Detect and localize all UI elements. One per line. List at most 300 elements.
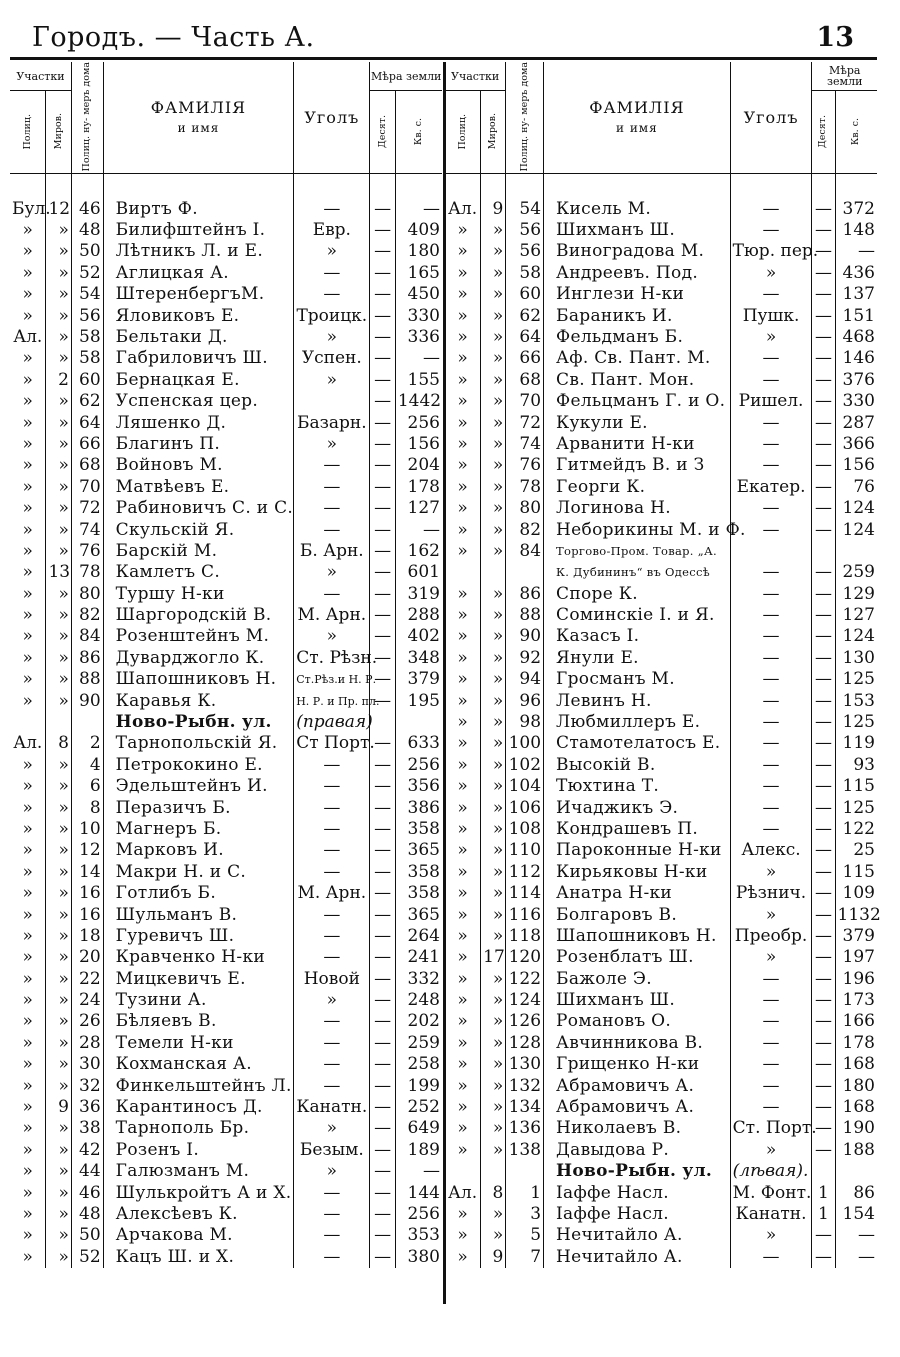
cell-d: —	[812, 1033, 835, 1054]
cell-m: »	[481, 840, 506, 861]
cell-kv	[835, 1161, 877, 1182]
cell-name: Петрококино Е.	[103, 755, 294, 776]
cell-ugol: —	[730, 819, 812, 840]
cell-p: »	[10, 819, 46, 840]
cell-kv: 450	[407, 284, 440, 305]
cell-d: —	[370, 690, 395, 711]
cell-ugol: —	[730, 519, 812, 540]
cell-n: 126	[506, 1011, 544, 1032]
table-row	[10, 969, 442, 990]
cell-d: —	[812, 562, 835, 583]
table-row	[445, 1140, 877, 1161]
cell-ugol: »	[730, 947, 812, 968]
cell-n: 54	[71, 284, 103, 305]
cell-ugol: Успен.	[294, 348, 370, 369]
table-row	[10, 519, 442, 540]
cell-d: —	[370, 1140, 395, 1161]
cell-m: 8	[481, 1182, 506, 1203]
table-row	[445, 541, 877, 562]
register-table-right	[445, 62, 881, 1268]
cell-name: Кукули Е.	[544, 412, 731, 433]
table-row	[10, 605, 442, 626]
cell-ugol: Базарн.	[294, 412, 370, 433]
cell-name: Стамотелатосъ Е.	[544, 733, 731, 754]
cell-m: »	[481, 1075, 506, 1096]
cell-kv: 204	[407, 455, 440, 476]
cell-ugol: —	[730, 1033, 812, 1054]
cell-d: —	[370, 541, 395, 562]
cell-n: 136	[506, 1118, 544, 1139]
cell-m: »	[46, 883, 71, 904]
cell-kv: 122	[842, 818, 875, 839]
cell-name: Матвѣевъ Е.	[103, 477, 294, 498]
cell-ugol: —	[730, 969, 812, 990]
cell-ugol: —	[294, 498, 370, 519]
cell-ugol: »	[294, 370, 370, 391]
cell-n: 88	[506, 605, 544, 626]
table-row	[445, 776, 877, 797]
cell-kv: 358	[407, 818, 440, 839]
cell-d: —	[370, 1118, 395, 1139]
cell-d: —	[370, 412, 395, 433]
table-row	[445, 947, 877, 968]
cell-m: »	[481, 755, 506, 776]
cell-ugol: М. Арн.	[294, 605, 370, 626]
cell-kv: —	[858, 241, 875, 262]
column-divider	[443, 62, 446, 1304]
cell-n: 16	[71, 904, 103, 925]
cell-p: »	[445, 1225, 481, 1246]
cell-m: »	[46, 904, 71, 925]
register-table-left	[10, 62, 442, 1268]
cell-n: 70	[71, 477, 103, 498]
cell-d	[812, 1161, 835, 1182]
cell-p: »	[10, 1075, 46, 1096]
cell-kv: 127	[842, 605, 875, 626]
table-row	[445, 1225, 877, 1246]
cell-kv: —	[423, 198, 440, 219]
cell-d: —	[812, 862, 835, 883]
table-row	[445, 305, 877, 326]
cell-p: »	[10, 541, 46, 562]
cell-d: —	[812, 904, 835, 925]
table-row	[445, 263, 877, 284]
cell-kv: 125	[842, 797, 875, 818]
cell-p: »	[10, 391, 46, 412]
cell-m: »	[481, 690, 506, 711]
cell-n: 3	[506, 1204, 544, 1225]
header-rule	[10, 57, 877, 60]
cell-ugol: »	[730, 904, 812, 925]
cell-n: 12	[71, 840, 103, 861]
cell-n: 5	[506, 1225, 544, 1246]
cell-n: 70	[506, 391, 544, 412]
cell-d: —	[812, 198, 835, 219]
cell-ugol: М. Арн.	[294, 883, 370, 904]
cell-ugol: Новой	[294, 969, 370, 990]
cell-name: Кравченко Н-ки	[103, 947, 294, 968]
cell-m: 9	[46, 1097, 71, 1118]
cell-d: —	[370, 1033, 395, 1054]
cell-d	[812, 541, 835, 562]
cell-kv: 190	[842, 1118, 875, 1139]
cell-n: 112	[506, 862, 544, 883]
cell-n: 52	[71, 263, 103, 284]
cell-m: »	[46, 1033, 71, 1054]
cell-ugol: —	[730, 455, 812, 476]
cell-name: Тарнопольскій Я.	[103, 733, 294, 754]
cell-ugol: —	[730, 220, 812, 241]
cell-p: »	[445, 412, 481, 433]
cell-p: »	[10, 969, 46, 990]
cell-p: »	[10, 562, 46, 583]
cell-m: »	[481, 926, 506, 947]
cell-n: 46	[71, 1182, 103, 1203]
cell-p: »	[445, 776, 481, 797]
cell-ugol: —	[730, 1011, 812, 1032]
spacer-row	[445, 174, 877, 199]
cell-p: »	[445, 305, 481, 326]
cell-ugol: Ст.Рѣз.и Н. Р.	[294, 669, 370, 690]
cell-kv: 402	[407, 626, 440, 647]
cell-m: »	[46, 477, 71, 498]
cell-kv: 356	[407, 776, 440, 797]
cell-m: »	[46, 220, 71, 241]
cell-name: Марковъ И.	[103, 840, 294, 861]
cell-m: »	[481, 797, 506, 818]
cell-ugol: —	[294, 263, 370, 284]
cell-m: »	[481, 370, 506, 391]
cell-kv: 124	[842, 498, 875, 519]
cell-ugol: Б. Арн.	[294, 541, 370, 562]
cell-d: —	[370, 284, 395, 305]
cell-kv: 119	[842, 733, 875, 754]
table-row	[445, 1054, 877, 1075]
cell-p: »	[10, 305, 46, 326]
cell-d: —	[812, 1118, 835, 1139]
cell-d: —	[812, 990, 835, 1011]
cell-d: —	[370, 477, 395, 498]
cell-m: »	[46, 284, 71, 305]
cell-d: —	[370, 947, 395, 968]
cell-d: —	[812, 434, 835, 455]
cell-p: »	[445, 1247, 481, 1268]
cell-d: —	[812, 391, 835, 412]
cell-name: Шульманъ В.	[103, 904, 294, 925]
cell-name: Болгаровъ В.	[544, 904, 731, 925]
cell-kv: 330	[842, 391, 875, 412]
cell-n: 80	[71, 583, 103, 604]
col-kv-header: Кв. с.	[835, 91, 877, 174]
cell-ugol: Ст. Рѣзн.	[294, 648, 370, 669]
cell-p: »	[10, 1097, 46, 1118]
cell-n: 84	[71, 626, 103, 647]
cell-d: —	[812, 519, 835, 540]
cell-m: »	[46, 1118, 71, 1139]
cell-m: »	[481, 541, 506, 562]
cell-m: »	[46, 1075, 71, 1096]
cell-p: »	[445, 434, 481, 455]
table-row	[445, 840, 877, 861]
cell-name: Камлетъ С.	[103, 562, 294, 583]
cell-n: 66	[506, 348, 544, 369]
cell-d: —	[370, 626, 395, 647]
cell-kv: 365	[407, 904, 440, 925]
cell-d: —	[370, 1075, 395, 1096]
cell-n: 114	[506, 883, 544, 904]
cell-name: Грищенко Н-ки	[544, 1054, 731, 1075]
cell-ugol: »	[294, 990, 370, 1011]
cell-n: 90	[71, 690, 103, 711]
cell-n: 4	[71, 755, 103, 776]
cell-ugol: Преобр.	[730, 926, 812, 947]
cell-n: 110	[506, 840, 544, 861]
cell-d: —	[370, 840, 395, 861]
cell-name: Аф. Св. Пант. М.	[544, 348, 731, 369]
cell-m: »	[46, 1225, 71, 1246]
table-row	[10, 990, 442, 1011]
cell-m: »	[481, 412, 506, 433]
cell-kv: 1442	[397, 391, 442, 412]
cell-kv: 366	[842, 433, 875, 454]
cell-p: »	[445, 1140, 481, 1161]
cell-m: 8	[46, 733, 71, 754]
table-row	[445, 1075, 877, 1096]
cell-d: —	[812, 840, 835, 861]
cell-n: 68	[71, 455, 103, 476]
table-row	[10, 648, 442, 669]
cell-p: »	[10, 220, 46, 241]
cell-name: Андреевъ. Под.	[544, 263, 731, 284]
cell-m: »	[46, 797, 71, 818]
cell-name: Шихманъ Ш.	[544, 220, 731, 241]
col-nomer-header: Полиц. ну- меръ дома	[71, 62, 103, 174]
cell-m: »	[481, 776, 506, 797]
cell-p: »	[10, 519, 46, 540]
cell-ugol: —	[730, 990, 812, 1011]
cell-d: —	[370, 263, 395, 284]
cell-n: 78	[71, 562, 103, 583]
cell-kv: 165	[407, 262, 440, 283]
cell-kv: 154	[842, 1204, 875, 1224]
cell-d: —	[370, 669, 395, 690]
cell-p: »	[445, 990, 481, 1011]
table-row	[445, 477, 877, 498]
cell-ugol: —	[730, 583, 812, 604]
cell-p: »	[10, 434, 46, 455]
cell-kv: 178	[842, 1032, 875, 1053]
table-row	[10, 477, 442, 498]
cell-p: »	[10, 412, 46, 433]
cell-n: 98	[506, 712, 544, 733]
cell-m: »	[481, 327, 506, 348]
cell-p: »	[445, 284, 481, 305]
cell-ugol: »	[294, 434, 370, 455]
cell-ugol: »	[730, 1225, 812, 1246]
cell-ugol: —	[294, 583, 370, 604]
cell-p: »	[445, 1033, 481, 1054]
cell-name: Яловиковъ Е.	[103, 305, 294, 326]
cell-m: »	[481, 305, 506, 326]
right-column-block	[445, 62, 881, 1304]
cell-m: »	[46, 776, 71, 797]
cell-ugol: —	[294, 477, 370, 498]
cell-ugol: Ст. Порт.	[730, 1118, 812, 1139]
cell-n: 138	[506, 1140, 544, 1161]
cell-d: —	[812, 755, 835, 776]
cell-p: »	[445, 669, 481, 690]
cell-p: »	[10, 1118, 46, 1139]
table-row	[10, 541, 442, 562]
table-row	[10, 1033, 442, 1054]
group-mera-header: Мѣра земли	[812, 62, 877, 91]
cell-n: 90	[506, 626, 544, 647]
cell-p: Бул.	[12, 198, 51, 219]
cell-d: —	[370, 370, 395, 391]
cell-d: —	[812, 455, 835, 476]
cell-ugol: —	[294, 1182, 370, 1203]
cell-p: »	[10, 648, 46, 669]
cell-p: »	[445, 583, 481, 604]
cell-name: Эдельштейнъ И.	[103, 776, 294, 797]
cell-n: 24	[71, 990, 103, 1011]
table-row	[445, 969, 877, 990]
table-row	[445, 370, 877, 391]
cell-d: —	[812, 669, 835, 690]
cell-m: »	[481, 819, 506, 840]
cell-d: —	[812, 583, 835, 604]
cell-p: »	[10, 477, 46, 498]
table-row	[445, 862, 877, 883]
cell-n: 86	[71, 648, 103, 669]
col-ugol-header: Уголъ	[294, 62, 370, 174]
cell-ugol: —	[294, 1204, 370, 1225]
cell-n: 80	[506, 498, 544, 519]
cell-p: Ал.	[445, 1182, 481, 1203]
cell-n: 44	[71, 1161, 103, 1182]
table-row	[10, 263, 442, 284]
cell-name: К. Дубининъ“ въ Одессѣ	[544, 562, 731, 583]
cell-m: »	[481, 434, 506, 455]
cell-name: Логинова Н.	[544, 498, 731, 519]
cell-d: —	[370, 883, 395, 904]
cell-kv: —	[423, 348, 440, 369]
page-number: 13	[816, 22, 854, 53]
cell-n: 92	[506, 648, 544, 669]
cell-n: 56	[71, 305, 103, 326]
cell-n: 32	[71, 1075, 103, 1096]
cell-kv: 115	[842, 776, 875, 797]
cell-m: »	[46, 412, 71, 433]
cell-n	[71, 712, 103, 733]
cell-kv: 258	[407, 1054, 440, 1075]
cell-ugol: »	[294, 241, 370, 262]
cell-n: 2	[71, 733, 103, 754]
table-row	[10, 1225, 442, 1246]
cell-d: —	[370, 455, 395, 476]
cell-p: »	[10, 669, 46, 690]
cell-d: —	[370, 562, 395, 583]
cell-n: 22	[71, 969, 103, 990]
cell-p: »	[10, 1247, 46, 1268]
cell-ugol: Канатн.	[730, 1204, 812, 1225]
cell-name: Янули Е.	[544, 648, 731, 669]
cell-ugol: (правая)	[294, 712, 370, 733]
cell-name: Габриловичъ Ш.	[103, 348, 294, 369]
cell-p: »	[10, 626, 46, 647]
cell-m: »	[481, 1140, 506, 1161]
cell-m: »	[481, 263, 506, 284]
cell-n: 68	[506, 370, 544, 391]
cell-name: Шихманъ Ш.	[544, 990, 731, 1011]
cell-kv: 379	[842, 925, 875, 946]
cell-ugol: —	[730, 626, 812, 647]
cell-p: »	[10, 1204, 46, 1225]
cell-m: 2	[46, 370, 71, 391]
cell-d: —	[370, 969, 395, 990]
cell-p: »	[10, 605, 46, 626]
cell-kv: 173	[842, 990, 875, 1011]
cell-ugol: —	[730, 284, 812, 305]
cell-name: Казасъ І.	[544, 626, 731, 647]
cell-d: —	[812, 776, 835, 797]
cell-name: Розенштейнъ М.	[103, 626, 294, 647]
cell-m: »	[481, 1118, 506, 1139]
cell-kv: 130	[842, 647, 875, 668]
cell-d: —	[812, 690, 835, 711]
cell-p: »	[10, 776, 46, 797]
cell-n: 7	[506, 1247, 544, 1268]
cell-m: »	[46, 626, 71, 647]
cell-p: »	[445, 1075, 481, 1096]
cell-m: »	[46, 1182, 71, 1203]
cell-name: Торгово-Пром. Товар. „А.	[544, 541, 731, 562]
cell-n	[506, 562, 544, 583]
table-row	[445, 284, 877, 305]
col-kv-header: Кв. с.	[395, 91, 442, 174]
spacer-row	[10, 174, 442, 199]
table-row	[10, 862, 442, 883]
table-row	[10, 797, 442, 818]
cell-m: »	[481, 391, 506, 412]
cell-p: »	[445, 370, 481, 391]
cell-name: Инглези Н-ки	[544, 284, 731, 305]
cell-p: »	[445, 712, 481, 733]
cell-name: ШтеренбергъМ.	[103, 284, 294, 305]
cell-p: »	[445, 797, 481, 818]
cell-n: 76	[506, 455, 544, 476]
cell-d: —	[370, 220, 395, 241]
cell-m	[46, 712, 71, 733]
cell-m: »	[46, 583, 71, 604]
cell-n: 122	[506, 969, 544, 990]
cell-kv: 125	[842, 712, 875, 733]
cell-ugol: —	[294, 776, 370, 797]
cell-kv: 93	[853, 754, 875, 775]
cell-p: »	[10, 926, 46, 947]
cell-p: »	[10, 1182, 46, 1203]
table-row	[445, 733, 877, 754]
cell-kv: 259	[407, 1032, 440, 1053]
cell-m: »	[46, 690, 71, 711]
table-row	[10, 690, 442, 711]
cell-n: 94	[506, 669, 544, 690]
cell-d: —	[370, 1097, 395, 1118]
cell-n: 26	[71, 1011, 103, 1032]
cell-kv: 202	[407, 1011, 440, 1032]
cell-p: »	[445, 1118, 481, 1139]
cell-p: »	[445, 862, 481, 883]
